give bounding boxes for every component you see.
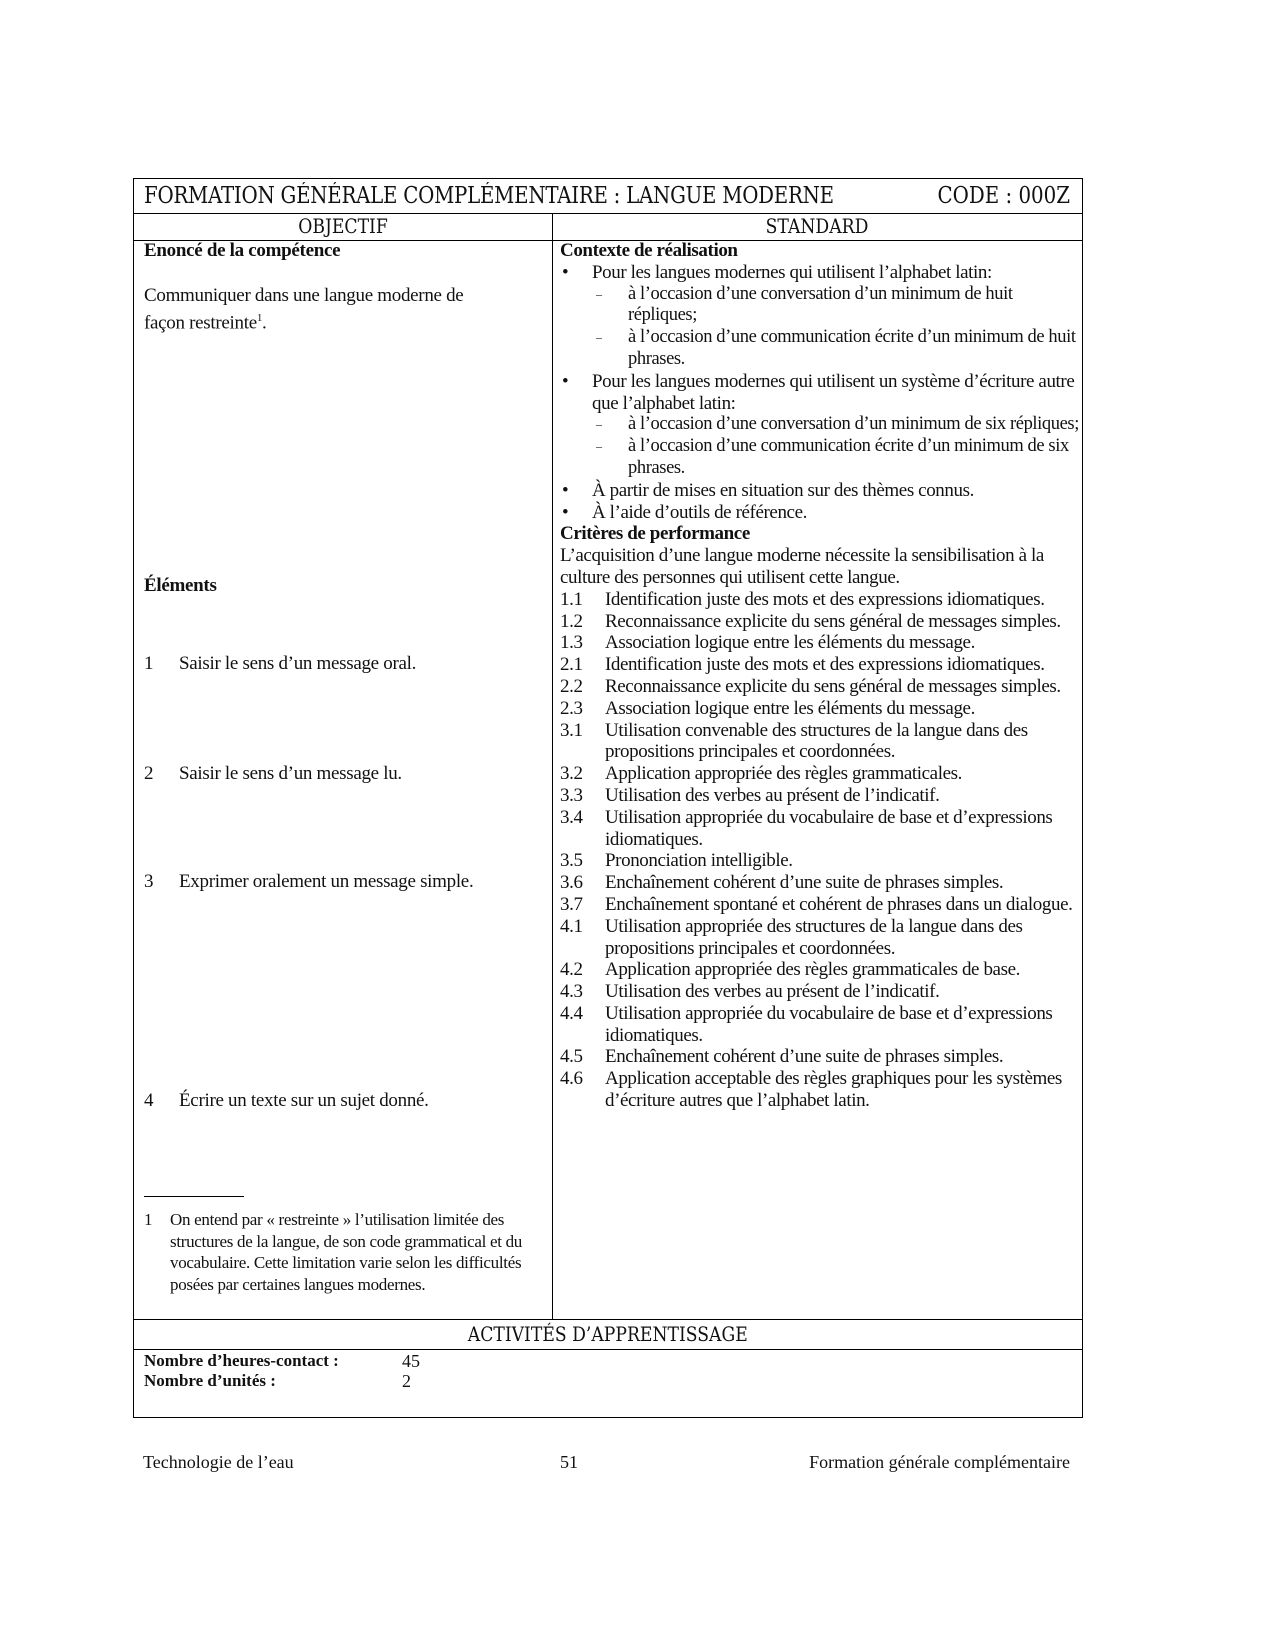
footer-right: Formation générale complémentaire — [809, 1452, 1070, 1472]
element-text: Saisir le sens d’un message oral. — [179, 653, 417, 674]
criteres-heading: Critères de performance — [560, 523, 750, 545]
footnote-ref: 1 — [256, 312, 263, 324]
critere-text: Association logique entre les éléments du message. — [605, 697, 975, 719]
critere-text: Enchaînement spontané et cohérent de phrases dans un dialogue. — [605, 893, 1073, 915]
column-header-standard: STANDARD — [765, 214, 869, 238]
contexte-subitem: – à l’occasion d’une communication écrite d’un minimum de six phrases. — [560, 436, 1080, 480]
element-text: Exprimer oralement un message simple. — [179, 871, 474, 892]
critere-item — [560, 654, 1080, 676]
elements-heading: Éléments — [144, 575, 217, 596]
critere-number: 4.6 — [560, 1068, 583, 1090]
table-title: FORMATION GÉNÉRALE COMPLÉMENTAIRE : LANGUE MODERNE — [144, 183, 834, 209]
critere-number: 2.3 — [560, 697, 583, 719]
page-number: 51 — [560, 1452, 578, 1472]
contexte-item — [560, 262, 1080, 371]
critere-number: 3.2 — [560, 763, 583, 785]
contexte-item: • À partir de mises en situation sur des thèmes connus. — [560, 480, 1080, 502]
contexte-subitem: – à l’occasion d’une conversation d’un minimum de huit répliques; — [560, 284, 1080, 328]
element-item — [144, 871, 474, 893]
critere-number: 4.2 — [560, 959, 583, 981]
critere-text: Utilisation appropriée du vocabulaire de base et d’expressions idiomatiques. — [605, 1002, 1053, 1046]
critere-text: Utilisation des verbes au présent de l’indicatif. — [605, 784, 940, 806]
critere-number: 4.3 — [560, 981, 583, 1003]
heures-value: 45 — [402, 1351, 420, 1371]
criteres-list — [560, 589, 1080, 1112]
divider — [134, 1349, 1082, 1350]
critere-item — [560, 872, 1080, 894]
element-item — [144, 1090, 429, 1112]
critere-number: 3.7 — [560, 893, 583, 915]
footnote — [144, 1209, 544, 1295]
heures-label: Nombre d’heures-contact : — [144, 1351, 339, 1370]
critere-item — [560, 894, 1080, 916]
critere-item — [560, 807, 1080, 851]
competency-code: CODE : 000Z — [937, 183, 1070, 209]
footnote-separator — [144, 1196, 244, 1197]
column-header-objectif: OBJECTIF — [298, 214, 388, 238]
element-number: 3 — [144, 871, 154, 892]
column-divider — [552, 213, 553, 1319]
critere-number: 4.4 — [560, 1002, 583, 1024]
divider — [134, 1319, 1082, 1320]
critere-item — [560, 698, 1080, 720]
critere-item — [560, 589, 1080, 611]
critere-number: 2.1 — [560, 654, 583, 676]
critere-text: Application appropriée des règles grammaticales. — [605, 763, 962, 785]
critere-text: Identification juste des mots et des expressions idiomatiques. — [605, 654, 1045, 676]
critere-item — [560, 916, 1080, 960]
element-item — [144, 653, 417, 675]
critere-item — [560, 611, 1080, 633]
critere-number: 2.2 — [560, 675, 583, 697]
contexte-subitem: – à l’occasion d’une conversation d’un minimum de six répliques; — [560, 414, 1080, 436]
footer-left: Technologie de l’eau — [143, 1452, 294, 1472]
critere-text: Utilisation convenable des structures de la langue dans des propositions principales et coordonnées. — [605, 719, 1028, 763]
contexte-list — [560, 262, 1080, 524]
enonce-heading: Enoncé de la compétence — [144, 240, 341, 261]
competency-table — [133, 178, 1083, 1418]
critere-number: 3.1 — [560, 719, 583, 741]
element-text: Saisir le sens d’un message lu. — [179, 763, 402, 784]
unites-label: Nombre d’unités : — [144, 1371, 276, 1390]
critere-item — [560, 1003, 1080, 1047]
contexte-heading: Contexte de réalisation — [560, 240, 738, 261]
critere-item — [560, 959, 1080, 981]
critere-number: 1.3 — [560, 632, 583, 654]
unites-value: 2 — [402, 1371, 411, 1391]
contexte-item: • À l’aide d’outils de référence. — [560, 502, 1080, 524]
enonce-line: façon restreinte — [144, 312, 257, 334]
critere-item — [560, 632, 1080, 654]
critere-number: 4.1 — [560, 915, 583, 937]
critere-number: 1.1 — [560, 588, 583, 610]
critere-number: 3.5 — [560, 850, 583, 872]
critere-text: Utilisation appropriée du vocabulaire de base et d’expressions idiomatiques. — [605, 806, 1053, 850]
contexte-item — [560, 371, 1080, 480]
element-item — [144, 763, 402, 785]
critere-text: Association logique entre les éléments du message. — [605, 632, 975, 654]
footnote-text: On entend par « restreinte » l’utilisation limitée des structures de la langue, de son code grammatical et du vocabulaire. Cette limitation varie selon les difficultés posées par certaines langues modernes. — [170, 1210, 522, 1294]
critere-item — [560, 676, 1080, 698]
critere-number: 3.4 — [560, 806, 583, 828]
element-number: 1 — [144, 653, 154, 674]
activites-heading — [134, 1322, 1082, 1346]
critere-text: Application acceptable des règles graphiques pour les systèmes d’écriture autres que l’alphabet latin. — [605, 1068, 1062, 1112]
critere-text: Application appropriée des règles grammaticales de base. — [605, 959, 1020, 981]
critere-text: Enchaînement cohérent d’une suite de phrases simples. — [605, 1046, 1004, 1068]
critere-text: Prononciation intelligible. — [605, 850, 793, 872]
enonce-end: . — [262, 312, 267, 334]
critere-item — [560, 785, 1080, 807]
critere-text: Reconnaissance explicite du sens général de messages simples. — [605, 610, 1061, 632]
element-number: 2 — [144, 763, 154, 784]
critere-item — [560, 763, 1080, 785]
critere-item — [560, 1068, 1080, 1112]
element-number: 4 — [144, 1090, 154, 1111]
contexte-subitem: – à l’occasion d’une communication écrite d’un minimum de huit phrases. — [560, 327, 1080, 371]
critere-number: 4.5 — [560, 1046, 583, 1068]
contexte-text: Pour les langues modernes qui utilisent l’alphabet latin: — [592, 261, 992, 283]
critere-text: Reconnaissance explicite du sens général de messages simples. — [605, 675, 1061, 697]
enonce-line: Communiquer dans une langue moderne de — [144, 285, 464, 306]
critere-number: 3.3 — [560, 784, 583, 806]
critere-text: Utilisation appropriée des structures de la langue dans des propositions principales et coordonnées. — [605, 915, 1023, 959]
standard-column — [560, 240, 1080, 1112]
element-text: Écrire un texte sur un sujet donné. — [179, 1090, 429, 1111]
activites-heading-text: ACTIVITÉS D’APPRENTISSAGE — [468, 1322, 748, 1346]
enonce-text — [144, 285, 544, 334]
critere-item — [560, 850, 1080, 872]
critere-text: Identification juste des mots et des expressions idiomatiques. — [605, 588, 1045, 610]
critere-item — [560, 720, 1080, 764]
criteres-intro: L’acquisition d’une langue moderne nécessite la sensibilisation à la culture des personnes qui utilisent cette langue. — [560, 545, 1044, 588]
critere-text: Enchaînement cohérent d’une suite de phrases simples. — [605, 872, 1004, 894]
footnote-number: 1 — [144, 1210, 153, 1229]
critere-number: 1.2 — [560, 610, 583, 632]
critere-item — [560, 1046, 1080, 1068]
critere-text: Utilisation des verbes au présent de l’indicatif. — [605, 981, 940, 1003]
critere-item — [560, 981, 1080, 1003]
contexte-text: Pour les langues modernes qui utilisent un système d’écriture autre que l’alphabet latin: — [592, 370, 1075, 414]
critere-number: 3.6 — [560, 872, 583, 894]
